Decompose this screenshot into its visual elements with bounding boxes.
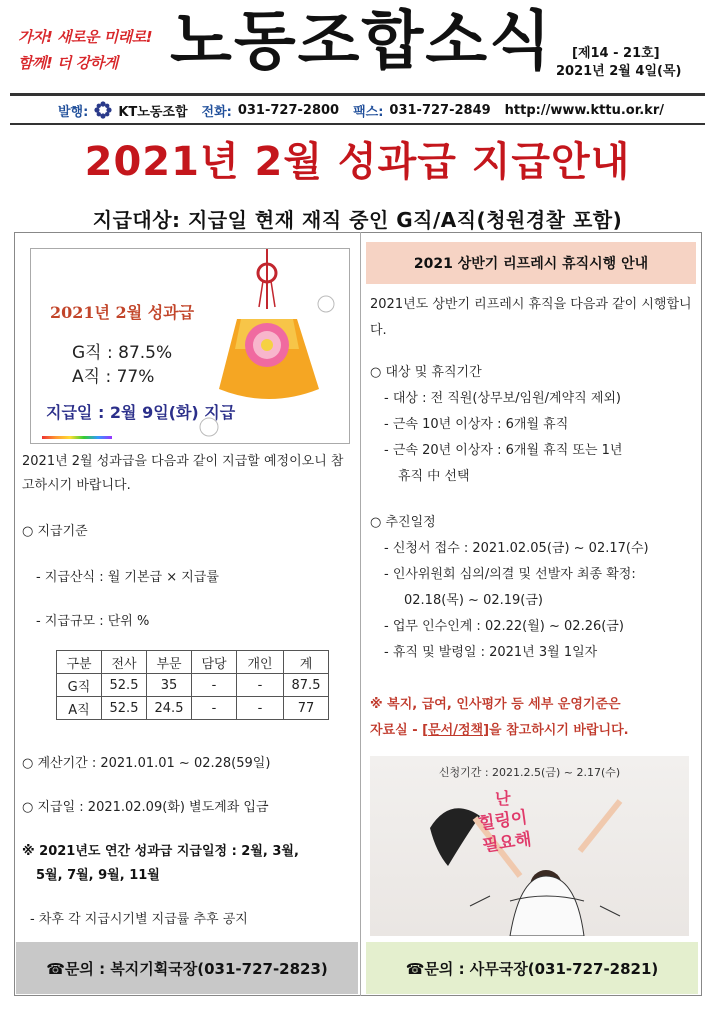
- pay-day: ○ 지급일 : 2021.02.09(화) 별도계좌 입금: [22, 800, 269, 815]
- fax-number: 031-727-2849: [389, 102, 491, 118]
- refresh-promo-image: [370, 756, 689, 936]
- illustration-a-rate: A직 : 77%: [72, 367, 155, 387]
- publisher-bar: [10, 100, 705, 120]
- promo-caption-2: 힐링이: [477, 807, 529, 835]
- promo-caption-1: 난: [495, 789, 511, 808]
- table-header-cell: 담당: [192, 651, 237, 674]
- schedule-item: - 인사위원회 심의/의결 및 선발자 최종 확정:: [384, 567, 636, 582]
- notice-line2: [370, 718, 692, 744]
- table-cell: A직: [57, 697, 102, 720]
- refresh-intro: 2021년도 상반기 리프레시 휴직을 다음과 같이 시행합니다.: [370, 297, 692, 338]
- issue-date: 2021년 2월 4일(목): [556, 64, 682, 79]
- followup-note: - 차후 각 지급시기별 지급률 추후 공지: [30, 912, 248, 927]
- union-logo-icon: [94, 101, 112, 119]
- criteria-heading: ○ 지급기준: [22, 524, 88, 539]
- target-heading: ○ 대상 및 휴직기간: [370, 365, 482, 380]
- criteria-scale: - 지급규모 : 단위 %: [36, 614, 150, 629]
- right-contact-footer: ☎문의 : 사무국장(031-727-2821): [366, 942, 698, 994]
- target-item: 휴직 中 선택: [398, 469, 470, 484]
- calc-period: ○ 계산기간 : 2021.01.01 ~ 02.28(59일): [22, 756, 271, 771]
- promo-period: 신청기간 : 2021.2.5(금) ~ 2.17(수): [438, 766, 621, 779]
- table-cell: -: [237, 674, 284, 697]
- table-cell: 52.5: [102, 697, 147, 720]
- target-item: - 근속 10년 이상자 : 6개월 휴직: [384, 417, 569, 432]
- issue-number: [제14 - 21호]: [572, 46, 660, 61]
- slogan-line-2: 함께! 더 강하게: [18, 54, 118, 72]
- annual-schedule-line1: ※ 2021년도 연간 성과급 지급일정 : 2월, 3월,: [22, 844, 299, 859]
- header-rule-bottom: [10, 123, 705, 125]
- table-row: [57, 697, 329, 720]
- phone-label: 전화:: [201, 104, 232, 120]
- table-cell: -: [192, 674, 237, 697]
- table-cell: 24.5: [147, 697, 192, 720]
- table-cell: 52.5: [102, 674, 147, 697]
- publisher-name: KT노동조합: [118, 104, 188, 120]
- left-intro: 2021년 2월 성과급을 다음과 같이 지급할 예정이오니 참고하시기 바랍니다.: [22, 454, 344, 493]
- criteria-formula: - 지급산식 : 월 기본급 × 지급률: [36, 570, 219, 585]
- target-item: - 근속 20년 이상자 : 6개월 휴직 또는 1년: [384, 443, 623, 458]
- schedule-item: - 휴직 및 발령일 : 2021년 3월 1일자: [384, 645, 598, 660]
- phone-number: 031-727-2800: [237, 102, 340, 118]
- notice-prefix: 자료실 - [: [370, 723, 429, 738]
- column-divider: [360, 232, 361, 996]
- table-header-row: [57, 651, 329, 674]
- illustration-g-rate: G직 : 87.5%: [72, 343, 173, 363]
- page-title: 2021년 2월 성과급 지급안내: [84, 139, 631, 185]
- table-cell: -: [192, 697, 237, 720]
- schedule-item: - 신청서 접수 : 2021.02.05(금) ~ 02.17(수): [384, 541, 649, 556]
- publisher-label: 발행:: [58, 104, 89, 120]
- page-subtitle: 지급대상: 지급일 현재 재직 중인 G직/A직(청원경찰 포함): [92, 208, 623, 232]
- promo-caption-3: 필요해: [481, 829, 533, 857]
- table-cell: 77: [284, 697, 329, 720]
- table-header-cell: 계: [284, 651, 329, 674]
- table-header-cell: 부문: [147, 651, 192, 674]
- table-cell: -: [237, 697, 284, 720]
- annual-schedule-line2: 5월, 7월, 9월, 11월: [36, 868, 160, 883]
- notice-suffix: ]을 참고하시기 바랍니다.: [483, 723, 629, 738]
- schedule-item: 02.18(목) ~ 02.19(금): [404, 593, 543, 608]
- rainbow-divider: [42, 436, 112, 439]
- detail-notice: [370, 692, 692, 744]
- refresh-leave-heading: 2021 상반기 리프레시 휴직시행 안내: [366, 242, 696, 284]
- fax-label: 팩스:: [353, 104, 384, 120]
- website-link[interactable]: http://www.kttu.or.kr/: [504, 102, 664, 118]
- notice-line1: ※ 복지, 급여, 인사평가 등 세부 운영기준은: [370, 697, 621, 712]
- masthead: 노동조합소식: [170, 5, 553, 79]
- schedule-heading: ○ 추진일정: [370, 515, 436, 530]
- illustration-title: 2021년 2월 성과급: [50, 303, 195, 322]
- table-cell: 35: [147, 674, 192, 697]
- table-row: [57, 674, 329, 697]
- policy-docs-link[interactable]: 문서/정책: [428, 723, 484, 738]
- table-header-cell: 전사: [102, 651, 147, 674]
- table-header-cell: 개인: [237, 651, 284, 674]
- header-rule-top: [10, 93, 705, 96]
- table-cell: G직: [57, 674, 102, 697]
- rate-table-wrap: [56, 650, 329, 720]
- table-cell: 87.5: [284, 674, 329, 697]
- slogan-line-1: 가자! 새로운 미래로!: [18, 28, 153, 46]
- left-contact-footer: ☎문의 : 복지기획국장(031-727-2823): [16, 942, 358, 994]
- rate-table: [56, 650, 329, 720]
- schedule-item: - 업무 인수인계 : 02.22(월) ~ 02.26(금): [384, 619, 624, 634]
- illustration-pay-date: 지급일 : 2월 9일(화) 지급: [46, 403, 236, 422]
- target-item: - 대상 : 전 직원(상무보/임원/계약직 제외): [384, 391, 622, 406]
- table-header-cell: 구분: [57, 651, 102, 674]
